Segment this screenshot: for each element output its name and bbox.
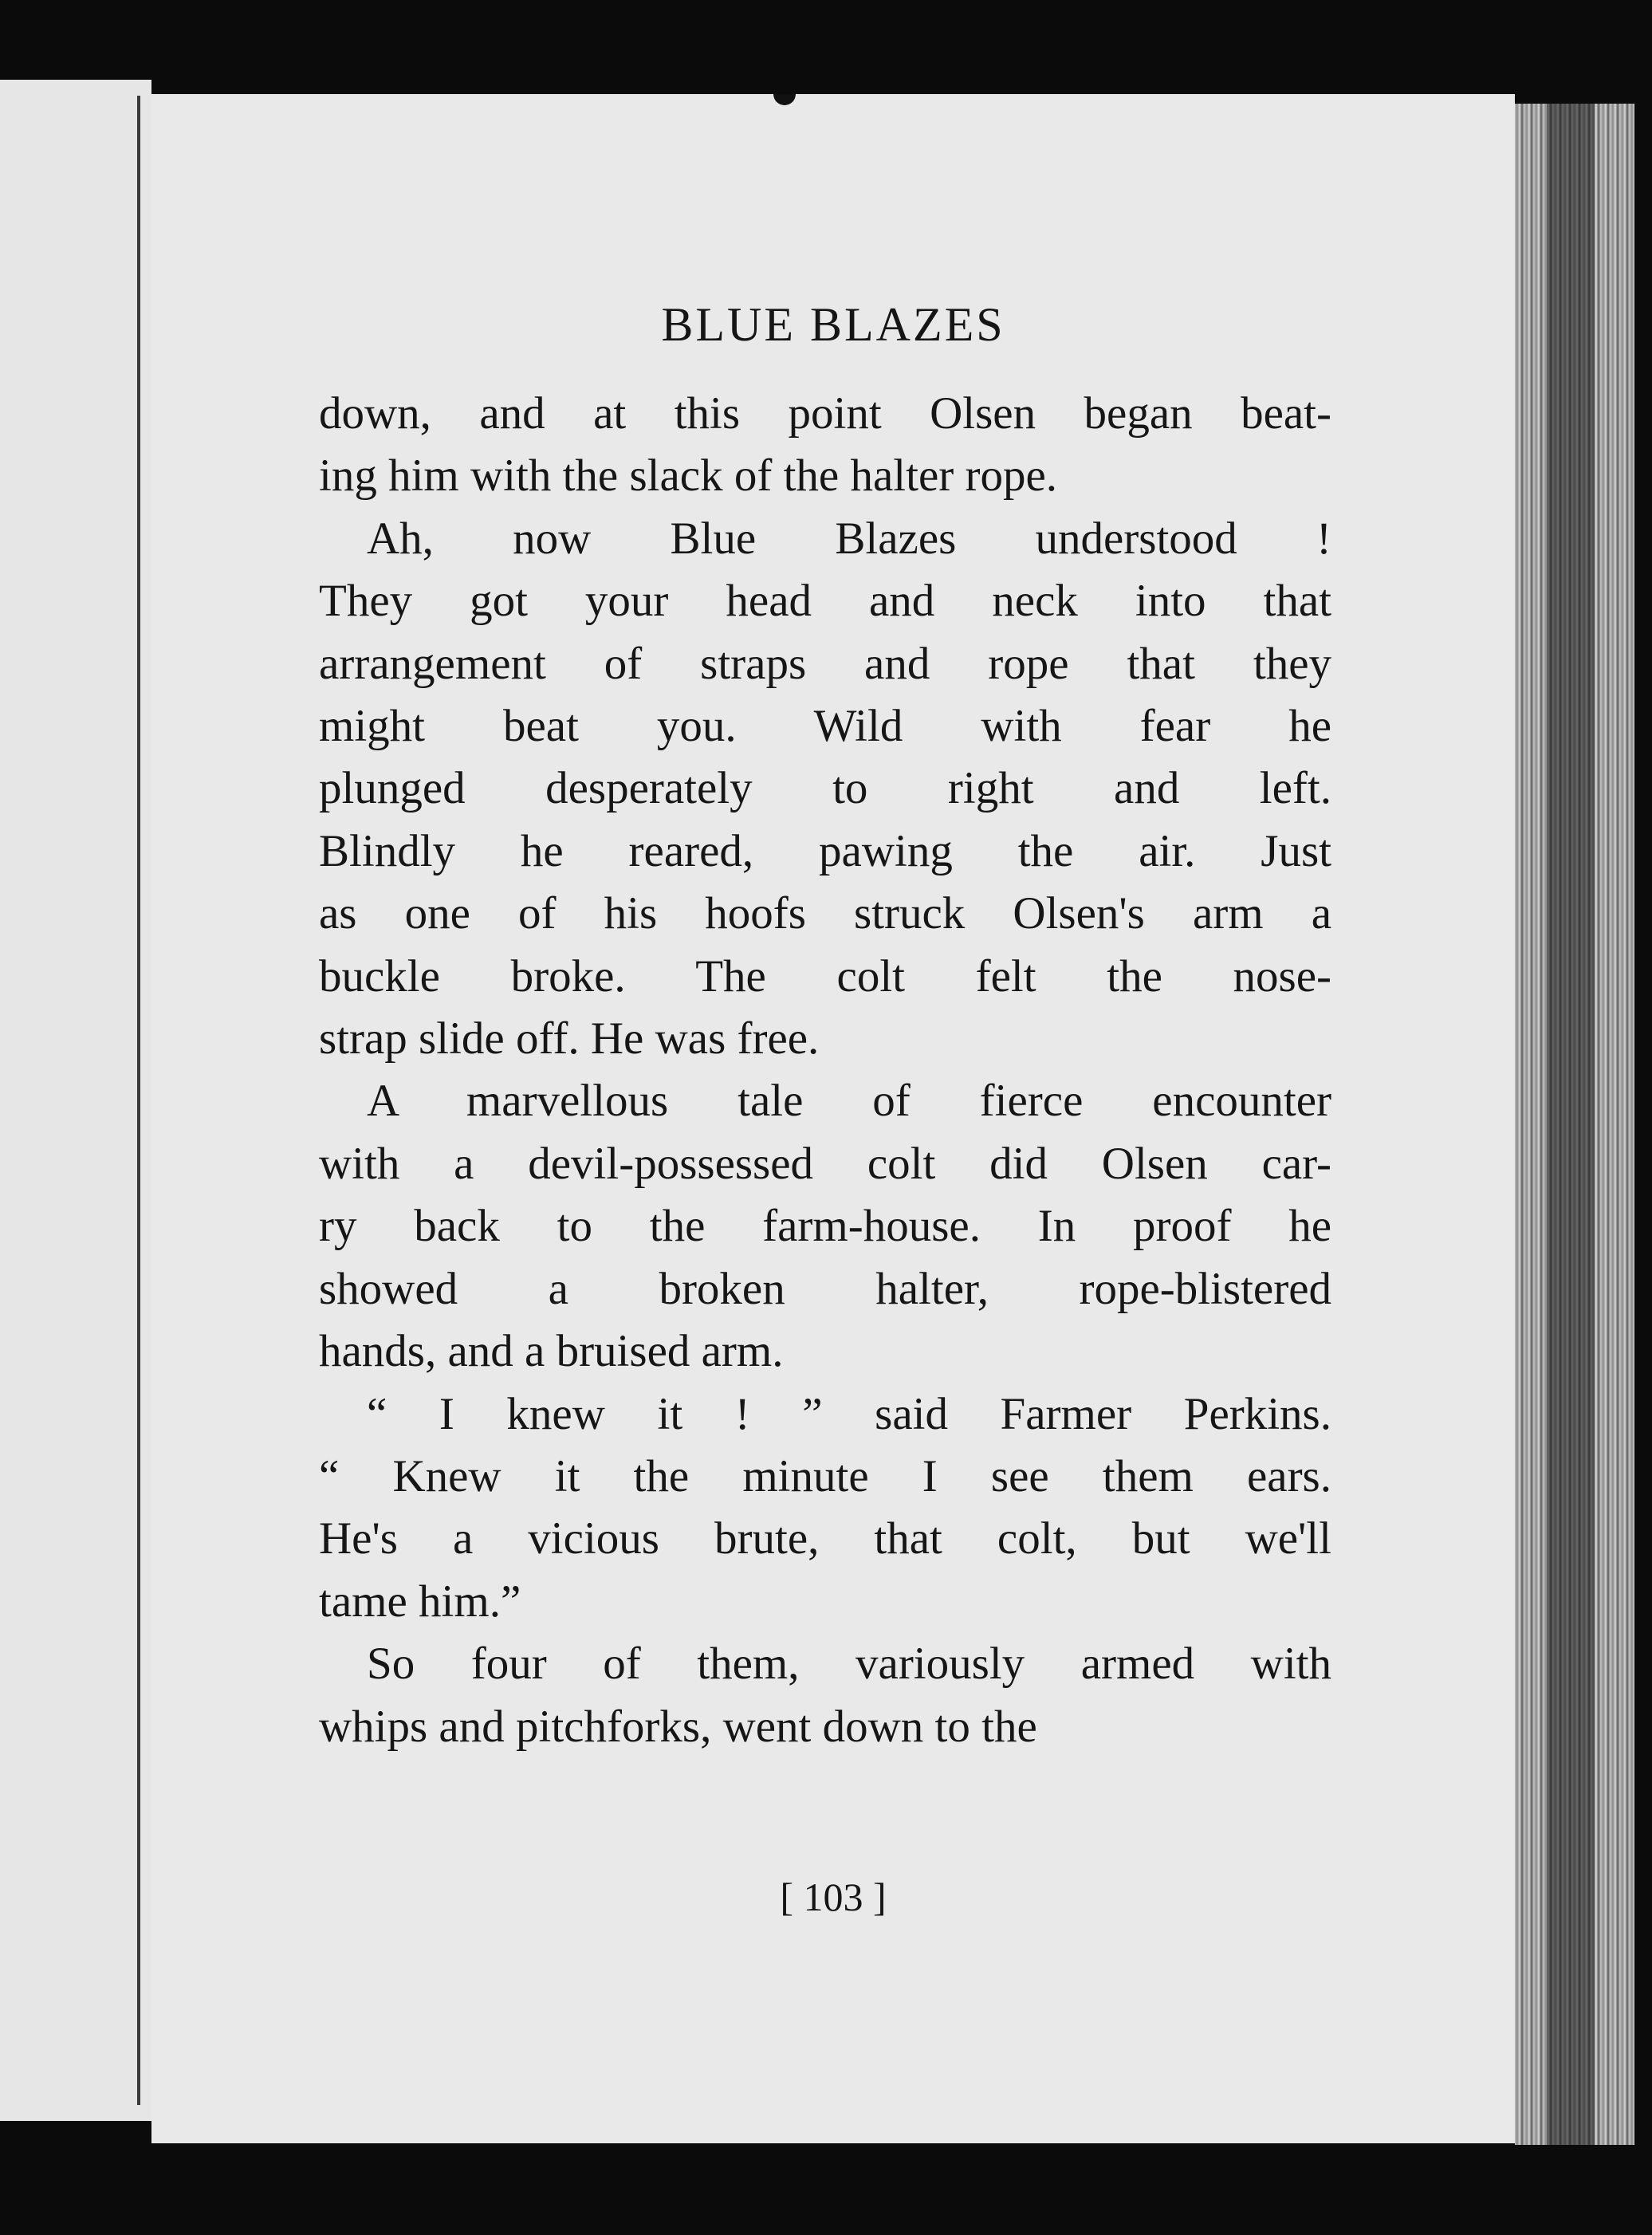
text-line: arrangement of straps and rope that they [319,638,1331,689]
text-line: He's a vicious brute, that colt, but we'll [319,1513,1331,1564]
text-line: So four of them, variously armed with [367,1639,1331,1690]
text-line: “ I knew it ! ” said Farmer Perkins. [367,1388,1331,1439]
text-line: hands, and a bruised arm. [319,1326,784,1377]
text-line: Ah, now Blue Blazes understood ! [367,513,1331,564]
page-stack-edge [1515,104,1634,2145]
text-line: strap slide off. He was free. [319,1013,820,1064]
paragraph-3 [319,1070,1331,1383]
paragraph-2 [319,508,1331,1071]
text-line: ry back to the farm-house. In proof he [319,1201,1331,1252]
text-line: A marvellous tale of fierce encounter [367,1076,1331,1127]
text-line: plunged desperately to right and left. [319,763,1331,814]
text-line: buckle broke. The colt felt the nose- [319,950,1331,1001]
page-number: [ 103 ] [780,1875,887,1919]
text-line: ing him with the slack of the halter rope. [319,451,1057,502]
text-line: might beat you. Wild with fear he [319,701,1331,752]
previous-page-edge [0,80,151,2121]
text-line: They got your head and neck into that [319,576,1331,627]
body-text [319,383,1331,1758]
scan-mark [773,94,796,105]
text-line: down, and at this point Olsen began beat- [319,388,1331,439]
text-line: tame him.” [319,1576,521,1627]
text-line: as one of his hoofs struck Olsen's arm a [319,888,1331,939]
text-line: showed a broken halter, rope-blistered [319,1263,1331,1314]
text-line: with a devil-possessed colt did Olsen car- [319,1138,1331,1189]
text-line: “ Knew it the minute I see them ears. [319,1450,1331,1501]
text-line: whips and pitchforks, went down to the [319,1701,1037,1752]
paragraph-1 [319,383,1331,508]
paragraph-5 [319,1633,1331,1758]
text-line: Blindly he reared, pawing the air. Just [319,825,1331,876]
gutter-shadow [137,96,140,2105]
running-head: BLUE BLAZES [661,298,1005,351]
page-edge-shadow [1547,104,1595,2145]
paragraph-4 [319,1383,1331,1634]
book-page [151,94,1515,2143]
